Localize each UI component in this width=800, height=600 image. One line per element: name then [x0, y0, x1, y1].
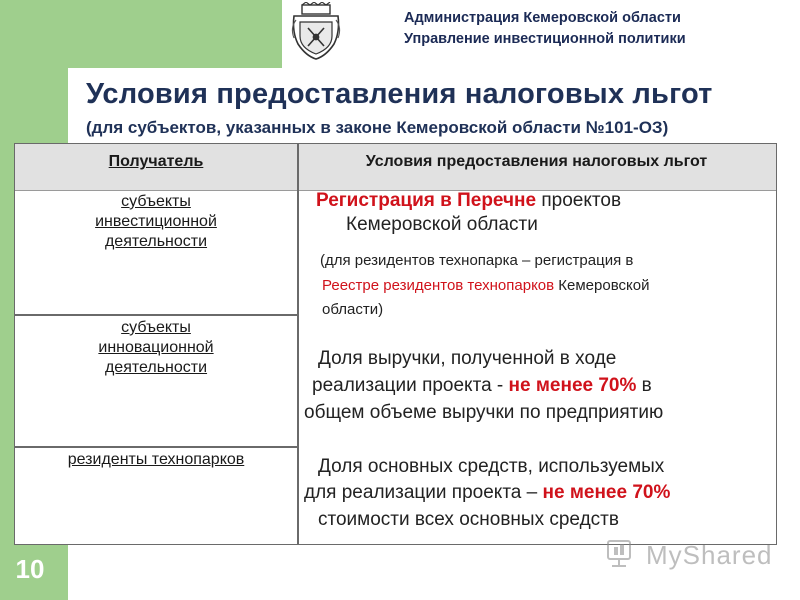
condition-technopark-note-line2 [322, 277, 649, 294]
recipient-line: инновационной [98, 339, 214, 356]
condition-revenue-line3: общем объеме выручки по предприятию [304, 402, 664, 423]
condition-assets-line3: стоимости всех основных средств [318, 509, 619, 530]
condition-technopark-note-line3: области) [322, 301, 384, 318]
page-title: Условия предоставления налоговых льгот [86, 78, 713, 110]
condition-registration [316, 190, 621, 212]
watermark-icon [606, 537, 640, 574]
condition-assets-line1: Доля основных средств, используемых [318, 456, 665, 477]
recipient-line: инвестиционной [95, 213, 217, 230]
condition-text: реализации проекта - [312, 375, 509, 396]
row-divider [15, 314, 297, 316]
recipient-cell-investment [15, 192, 297, 252]
watermark [606, 537, 773, 573]
condition-text: проектов [536, 190, 622, 211]
column-divider [297, 144, 299, 544]
table-header-row [15, 144, 776, 191]
recipient-line: субъекты [121, 319, 191, 336]
column-header-recipient: Получатель [108, 153, 204, 170]
page-number: 10 [15, 554, 45, 584]
recipient-cell-technopark [15, 450, 297, 470]
page-subtitle: (для субъектов, указанных в законе Кемеровской области №101-ОЗ) [86, 118, 669, 137]
recipient-line: деятельности [104, 359, 208, 376]
condition-technopark-note-line1: (для резидентов технопарка – регистрация в [320, 252, 634, 269]
coat-of-arms-emblem [282, 0, 350, 62]
condition-text: Кемеровской [554, 277, 650, 294]
condition-revenue-line1: Доля выручки, полученной в ходе [318, 348, 617, 369]
condition-revenue-line2 [312, 375, 652, 397]
condition-highlight: Реестре резидентов технопарков [322, 277, 555, 294]
condition-registration-line2: Кемеровской области [346, 214, 538, 235]
recipient-line: резиденты технопарков [67, 451, 245, 468]
condition-text: в [636, 375, 652, 396]
org-line-1: Администрация Кемеровской области [404, 10, 681, 26]
condition-assets-line2 [304, 482, 670, 504]
watermark-text: MyShared [646, 539, 773, 570]
condition-highlight: не менее 70% [542, 482, 671, 503]
organization-header [404, 8, 686, 50]
condition-highlight: не менее 70% [508, 375, 637, 396]
green-top-band [0, 0, 282, 68]
org-line-2: Управление инвестиционной политики [404, 31, 686, 47]
recipient-line: субъекты [121, 193, 191, 210]
column-header-conditions: Условия предоставления налоговых льгот [365, 153, 708, 170]
recipient-cell-innovation [15, 318, 297, 378]
condition-highlight: Регистрация в Перечне [316, 190, 537, 211]
condition-text: для реализации проекта – [304, 482, 543, 503]
row-divider [15, 446, 297, 448]
recipient-line: деятельности [104, 233, 208, 250]
